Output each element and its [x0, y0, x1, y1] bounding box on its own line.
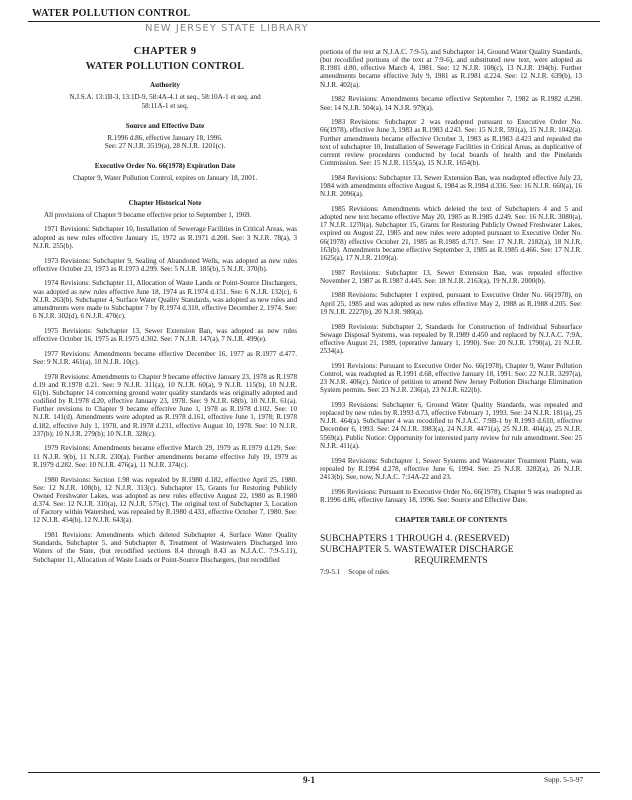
right-column: [320, 48, 582, 576]
left-column: [33, 48, 297, 570]
source-heading: Source and Effective Date: [125, 121, 205, 130]
toc-subchapter-5: SUBCHAPTER 5. WASTEWATER DISCHARGE: [320, 545, 514, 556]
toc-section: [320, 568, 582, 576]
supplement-date: Supp. 5-5-97: [544, 775, 584, 784]
history-paragraph: 1980 Revisions: Section 1.98 was repealed by R.1980 d.182, effective April 25, 1980. See: 12 N.J.R. 108(b), 12 N.J.R. 313(c). Subchapter 15, Grants for Restoring Publicly Owned Freshwater Lakes, was adopted as new rules effective August 22, 1980 as R.1980 d.374. See: 12 N.J.R. 310(a), 12 N.J.R. 575(c). The original text of Subchapter 3, Location of Factory within Watershed, was repealed by R.1980 d.433, effective October 7, 1980. See: 12 N.J.R. 454(b), 12 N.J.R. 643(a).: [33, 475, 297, 525]
history-paragraph: 1978 Revisions: Amendments to Chapter 9 became effective January 23, 1978 as R.1978 d.19 and R.1978 d.21. See: 9 N.J.R. 311(a), 10 N.J.R. 60(a), 9 N.J.R. 115(b), 10 N.J.R. 61(b). Subchapter 14 concerning ground water quality standards was originally adopted and codified by R.1978 d.20, effective January 23, 1978. See: 9 N.J.R. 68(b), 10 N.J.R. 61(a). Further revisions to Chapter 9 became effective June 1, 1978 as R.1978 d.102. See: 10 N.J.R. 141(d). Amendments were adopted as R.1978 d.161, effective June 1, 1978; R.1978 d.182, effective July 1, 1978, and R.1978 d.231, effective August 10, 1978. See: 10 N.J.R. 237(b); 10 N.J.R. 279(b); 10 N.J.R. 328(c).: [33, 372, 297, 438]
history-paragraph: 1988 Revisions: Subchapter 1 expired, pursuant to Executive Order No. 66(1978), on April 25, 1985 and was adopted as new rules effective May 2, 1988 as R.1988 d.205. See: 19 N.J.R. 2227(b), 20 N.J.R. 980(a).: [320, 291, 582, 316]
history-paragraph: 1991 Revisions: Pursuant to Executive Order No. 66(1978), Chapter 9, Water Pollution Control, was readopted as R.1991 d.68, effective January 18, 1991. See: 22 N.J.R. 3297(a), 23 N.J.R. 406(c). Notice of petition to amend New Jersey Pollution Discharge Elimination System permits. See: 23 N.J.R. 236(a), 23 N.J.R. 622(b).: [320, 361, 582, 395]
historical-note-heading: Chapter Historical Note: [128, 198, 202, 207]
history-paragraph: 1983 Revisions: Subchapter 2 was readopted pursuant to Executive Order No. 66(1978), effective June 3, 1983 as R.1983 d.243. See: 15 N.J.R. 591(a), 15 N.J.R. 1042(a). Further amendments became effective October 3, 1983 as R.1983 d.423 and repealed the text of subchapter 10, Installation of Sewerage Facilities in Critical Areas, as duplicative of current review procedures conducted by local boards of health and the Pinelands Commission. See: 15 N.J.R. 1155(a), 15 N.J.R. 1654(b).: [320, 118, 582, 168]
history-paragraph: 1979 Revisions: Amendments became effective March 29, 1979 as R.1979 d.129. See: 11 N.J.R. 9(b), 11 N.J.R. 230(a). Further amendments became effective July 19, 1979 as R.1979 d.282. See: 10 N.J.R. 476(a), 11 N.J.R. 374(c).: [33, 444, 297, 469]
chapter-title: WATER POLLUTION CONTROL: [85, 61, 245, 73]
authority-line: 58:11A-1 et seq.: [141, 101, 189, 110]
history-paragraph: 1982 Revisions: Amendments became effective September 7, 1982 as R.1982 d.298. See: 14 N.J.R. 504(a), 14 N.J.R. 979(a).: [320, 95, 582, 112]
history-paragraph: 1974 Revisions: Subchapter 11, Allocation of Waste Lands or Point-Source Dischargers, was adopted as new rules effective June 18, 1974 as R.1974 d.151. See: 6 N.J.R. 132(c), 6 N.J.R. 263(b). Subchapter 4, Surface Water Quality Standards, was adopted as new rules and amendments were made to Subchapter 7 by R.1974 d.310, effective December 2, 1974. See: 6 N.J.R. 302(d), 6 N.J.R. 470(c).: [33, 279, 297, 321]
authority-heading: Authority: [150, 81, 180, 90]
running-head: WATER POLLUTION CONTROL: [32, 8, 191, 19]
history-paragraph: portions of the text at N.J.A.C. 7:9-5), and Subchapter 14, Ground Water Quality Standards, (but recodified portions of the text at 7:9-6), and substituted new text, were adopted as R.1981 d.80, effective March 4, 1981. See: 12 N.J.R. 108(c), 13 N.J.R. 194(b). Further amendments became effective July 9, 1981 as R.1981 d.224. See: 12 N.J.R. 639(b), 13 N.J.R. 402(a).: [320, 48, 582, 89]
toc-subchapter-5-cont: REQUIREMENTS: [414, 556, 488, 567]
authority-line: N.J.S.A. 13:1B-3, 13:1D-9, 58:4A-4.1 et seq., 58:10A-1 et seq. and: [69, 93, 261, 102]
top-rule: [28, 21, 600, 22]
bottom-rule: [28, 772, 600, 773]
library-stamp: NEW JERSEY STATE LIBRARY: [145, 23, 309, 34]
history-paragraph: 1975 Revisions: Subchapter 13, Sewer Extension Ban, was adopted as new rules effective October 16, 1975 as R.1975 d.302. See: 7 N.J.R. 147(a), 7 N.J.R. 499(e).: [33, 326, 297, 343]
history-paragraph: 1987 Revisions: Subchapter 13, Sewer Extension Ban, was repealed effective November 2, 1987 as R.1987 d.445. See: 18 N.J.R. 2163(a), 19 N.J.R. 2000(b).: [320, 268, 582, 285]
history-paragraph: 1989 Revisions: Subchapter 2, Standards for Construction of Individual Subsurface Sewage Disposal Systems, was repealed by R.1989 d.450 and replaced by N.J.A.C. 7:9A, effective August 21, 1989, (operative January 1, 1990). See: 20 N.J.R. 1790(a), 21 N.J.R. 2534(a).: [320, 322, 582, 355]
history-paragraph: 1984 Revisions: Subchapter 13, Sewer Extension Ban, was readopted effective July 23, 1984 with amendments effective August 6, 1984 as R.1984 d.336. See: 16 N.J.R. 660(a), 16 N.J.R. 2096(a).: [320, 173, 582, 199]
history-paragraph: 1981 Revisions: Amendments which deleted Subchapter 4, Surface Water Quality Standards, Subchapter 5, and Subchapter 8, Treatment of Wastewaters Discharged into Waters of the State, (but recodified sections 8.4 through 8.43 as N.J.A.C. 7:9-5.11), Subchapter 11, Allocation of Waste Loads or Point-Source Dischargers, (but recodified: [33, 531, 297, 564]
source-line: See: 27 N.J.R. 3519(a), 28 N.J.R. 1201(c).: [104, 142, 226, 151]
history-paragraph: 1996 Revisions: Pursuant to Executive Order No. 66(1978), Chapter 9 was readopted as R.1996 d.86, effective January 18, 1996. See: Source and Effective Date.: [320, 487, 582, 504]
history-paragraph: 1977 Revisions: Amendments became effective December 16, 1977 as R.1977 d.477. See: 9 N.J.R. 461(a), 10 N.J.R. 10(c).: [33, 349, 297, 366]
history-paragraph: 1994 Revisions: Subchapter 1, Sewer Systems and Wastewater Treatment Plants, was repealed by R.1994 d.278, effective June 6, 1994. See: 25 N.J.R. 3282(a), 26 N.J.R. 2413(b). See, now, N.J.A.C. 7:14A-22 and 23.: [320, 456, 582, 481]
history-paragraph: 1985 Revisions: Amendments which deleted the text of Subchapters 4 and 5 and adopted new text became effective May 20, 1985 as R.1985 d.249. See: 16 N.J.R. 3080(a), 17 N.J.R. 1270(a). Subchapter 15, Grants for Restoring Publicly Owned Freshwater Lakes, expired on August 22, 1985 and new rules were adopted pursuant to Executive Order No. 66(1978) effective October 21, 1985 as R.1985 d.717. See: 17 N.J.R. 2182(a), 18 N.J.R. 163(b). Amendments became effective September 3, 1985 as R.1985 d.466. See: 17 N.J.R. 1625(a), 17 N.J.R. 2109(a).: [320, 204, 582, 262]
page-number: 9-1: [303, 775, 315, 785]
toc-section-title: Scope of rules: [348, 568, 389, 577]
history-paragraph: 1971 Revisions: Subchapter 10, Installation of Sewerage Facilities in Critical Areas, was adopted as new rules effective January 15, 1972 as R.1971 d.208. See: 3 N.J.R. 78(a), 3 N.J.R. 255(b).: [33, 225, 297, 250]
toc-subchapters-reserved: SUBCHAPTERS 1 THROUGH 4. (RESERVED): [320, 534, 510, 545]
source-text: [33, 134, 297, 150]
history-paragraph: All provisions of Chapter 9 became effective prior to September 1, 1969.: [44, 210, 252, 219]
exec-order-text: Chapter 9, Water Pollution Control, expires on January 18, 2001.: [72, 174, 258, 183]
history-paragraph: 1973 Revisions: Subchapter 9, Sealing of Abandoned Wells, was adopted as new rules effective October 23, 1973 as R.1973 d.299. See: 5 N.J.R. 185(b), 5 N.J.R. 370(b).: [33, 256, 297, 273]
exec-order-heading: Executive Order No. 66(1978) Expiration Date: [94, 162, 236, 171]
toc-heading: CHAPTER TABLE OF CONTENTS: [394, 515, 507, 524]
history-paragraph: 1993 Revisions: Subchapter 6, Ground Water Quality Standards, was repealed and replaced by new rules by R.1993 d.73, effective February 1, 1993. See: 24 N.J.R. 181(a), 25 N.J.R. 464(a). Subchapter 4 was recodified to N.J.A.C. 7:9B-1 by R.1993 d.610, effective December 6, 1993. See: 24 N.J.R. 3983(a), 24 N.J.R. 4471(a), 25 N.J.R. 404(a), 25 N.J.R. 5569(a). Public Notice: Opportunity for interested party review for rule amendment. See: 25 N.J.R. 411(a).: [320, 400, 582, 450]
source-line: R.1996 d.86, effective January 18, 1996.: [107, 133, 223, 142]
chapter-number: CHAPTER 9: [133, 46, 197, 57]
authority-text: [33, 93, 297, 109]
toc-section-number: 7:9-5.1: [320, 568, 341, 577]
